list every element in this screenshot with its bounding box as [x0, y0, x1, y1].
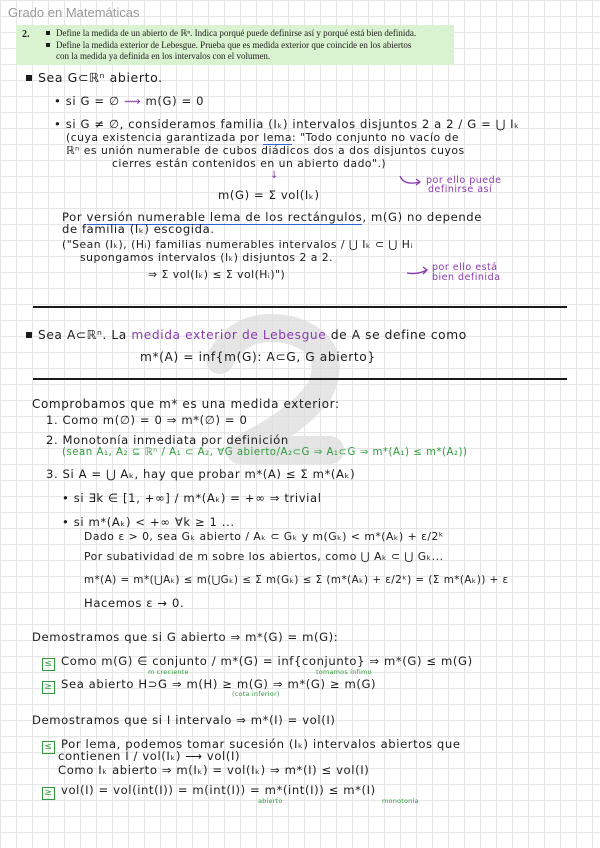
outer-measure-formula: m*(A) = inf{m(G): A⊂G, G abierto}	[140, 350, 376, 364]
proof-point-3: 3. Si A = ⋃ Aₖ, hay que probar m*(A) ≤ Σ m*(Aₖ)	[46, 467, 356, 481]
section-1-title: Sea G⊂ℝⁿ abierto.	[26, 70, 163, 85]
sean-line-1: ("Sean (Iₖ), (Hᵢ) familias numerables intervalos / ⋃ Iₖ ⊂ ⋃ Hᵢ	[62, 238, 413, 251]
le-box: ≤	[42, 658, 55, 671]
note-lower-bound: (cota inferior)	[232, 690, 280, 698]
proof-chain: m*(A) = m*(⋃Aₖ) ≤ m(⋃Gₖ) ≤ Σ m(Gₖ) ≤ Σ (m*(Aₖ) + ε/2ᵏ) = (Σ m*(Aₖ)) + ε	[84, 574, 509, 586]
curved-arrow-icon	[398, 172, 424, 190]
bullet-icon	[46, 43, 50, 47]
task-item-1-text: Define la medida de un abierto de ℝⁿ. Indica porqué puede definirse así y porqué está bien definida.	[56, 28, 417, 38]
interval-le-3: Como Iₖ abierto ⇒ m(Iₖ) = vol(Iₖ) ⇒ m*(I) ≤ vol(I)	[58, 763, 370, 777]
proof-point-1: 1. Como m(∅) = 0 ⇒ m*(∅) = 0	[46, 413, 248, 427]
proof-subadditivity: Por subatividad de m sobre los abiertos, como ⋃ Aₖ ⊂ ⋃ Gₖ...	[84, 550, 444, 563]
version-link-text: versión numerable lema de los rectángulos	[86, 210, 363, 224]
version-line-1: Por versión numerable lema de los rectángulos, m(G) no depende	[62, 210, 482, 224]
divider	[33, 378, 567, 380]
bullet-icon	[26, 75, 32, 81]
interval-ge-line: ≥ vol(I) = vol(int(I)) = m(int(I)) = m*(int(I)) ≤ m*(I)	[42, 783, 376, 800]
arrow-right-icon	[405, 264, 431, 278]
case-nonempty: • si G ≠ ∅, consideramos familia (Iₖ) intervalos disjuntos 2 a 2 / G = ⋃ Iₖ	[54, 117, 520, 131]
task-number: 2.	[22, 29, 30, 40]
bullet-icon	[46, 31, 50, 35]
arrow-icon: ⟿	[123, 94, 142, 108]
measure-formula: m(G) = Σ vol(Iₖ)	[218, 188, 320, 202]
lebesgue-term: medida exterior de Lebesgue	[131, 328, 327, 342]
proof-heading: Comprobamos que m* es una medida exterior:	[32, 397, 340, 411]
note-open: abierto	[258, 797, 283, 805]
proof-case-2: • si m*(Aₖ) < +∞ ∀k ≥ 1 ...	[62, 515, 235, 529]
lemma-word: lema	[263, 131, 293, 144]
version-line-2: de familia (Iₖ) escogida.	[62, 222, 215, 236]
case-empty: • si G = ∅ ⟿ m(G) = 0	[54, 94, 205, 108]
task-item-2-text: Define la medida exterior de Lebesgue. Prueba que es medida exterior que coincide en los abiertos	[56, 40, 412, 50]
le-box: ≤	[42, 741, 55, 754]
open-heading: Demostramos que si G abierto ⇒ m*(G) = m(G):	[32, 630, 339, 644]
open-le-line: ≤ Como m(G) ∈ conjunto / m*(G) = inf{conjunto} ⇒ m*(G) ≤ m(G)	[42, 654, 473, 671]
proof-point-2-detail: (sean A₁, A₂ ⊆ ℝⁿ / A₁ ⊂ A₂, ∀G abierto/A₂⊂G ⇒ A₁⊂G ⇒ m*(A₁) ≤ m*(A₂))	[62, 447, 468, 458]
sean-line-3: ⇒ Σ vol(Iₖ) ≤ Σ vol(Hᵢ)")	[148, 268, 286, 281]
page-header-title: Grado en Matemáticas	[8, 5, 140, 20]
bullet-icon	[26, 332, 32, 338]
note-definable-2: definirse así	[428, 184, 493, 195]
task-item-1	[46, 28, 416, 39]
open-ge-line: ≥ Sea abierto H⊃G ⇒ m(H) ≥ m(G) ⇒ m*(G) ≥ m(G)	[42, 677, 376, 694]
note-infimum: tomamos ínfimo	[316, 668, 372, 676]
proof-given: Dado ε > 0, sea Gₖ abierto / Aₖ ⊂ Gₖ y m(Gₖ) < m*(Aₖ) + ε/2ᵏ	[84, 530, 445, 543]
proof-point-2: 2. Monotonía inmediata por definición	[46, 433, 289, 447]
ge-box: ≥	[42, 681, 55, 694]
task-item-2	[46, 40, 411, 50]
sean-line-2: supongamos intervalos (Iₖ) disjuntos 2 a 2.	[80, 251, 334, 264]
interval-le-1: ≤ Por lema, podemos tomar sucesión (Iₖ) intervalos abiertos que	[42, 737, 461, 754]
lemma-line-2: ℝⁿ es unión numerable de cubos diádicos dos a dos disjuntos cuyos	[66, 144, 465, 157]
divider	[33, 306, 567, 308]
proof-limit: Hacemos ε → 0.	[84, 596, 185, 610]
task-item-3-text: con la medida ya definida en los intervalos con el volumen.	[56, 51, 271, 61]
note-welldef-2: bien definida	[432, 272, 501, 283]
formula-arrow-icon: ↓	[270, 170, 279, 181]
note-monotony: monotonía	[382, 797, 419, 805]
lemma-line-3: cierres están contenidos en un abierto dado".)	[112, 157, 387, 170]
section-2-definition: Sea A⊂ℝⁿ. La medida exterior de Lebesgue de A se define como	[26, 328, 467, 342]
lemma-line-1: (cuya existencia garantizada por lema: "Todo conjunto no vacío de	[66, 131, 460, 144]
proof-case-1: • si ∃k ∈ [1, +∞] / m*(Aₖ) = +∞ ⇒ trivial	[62, 491, 322, 505]
note-definable-1: por ello puede	[426, 175, 502, 186]
note-increasing: m creciente	[148, 668, 189, 676]
note-welldef-1: por ello está	[432, 262, 498, 273]
ge-box: ≥	[42, 787, 55, 800]
interval-heading: Demostramos que si I intervalo ⇒ m*(I) = vol(I)	[32, 713, 336, 727]
interval-le-2: contienen I / vol(Iₖ) ⟶ vol(I)	[58, 749, 241, 763]
